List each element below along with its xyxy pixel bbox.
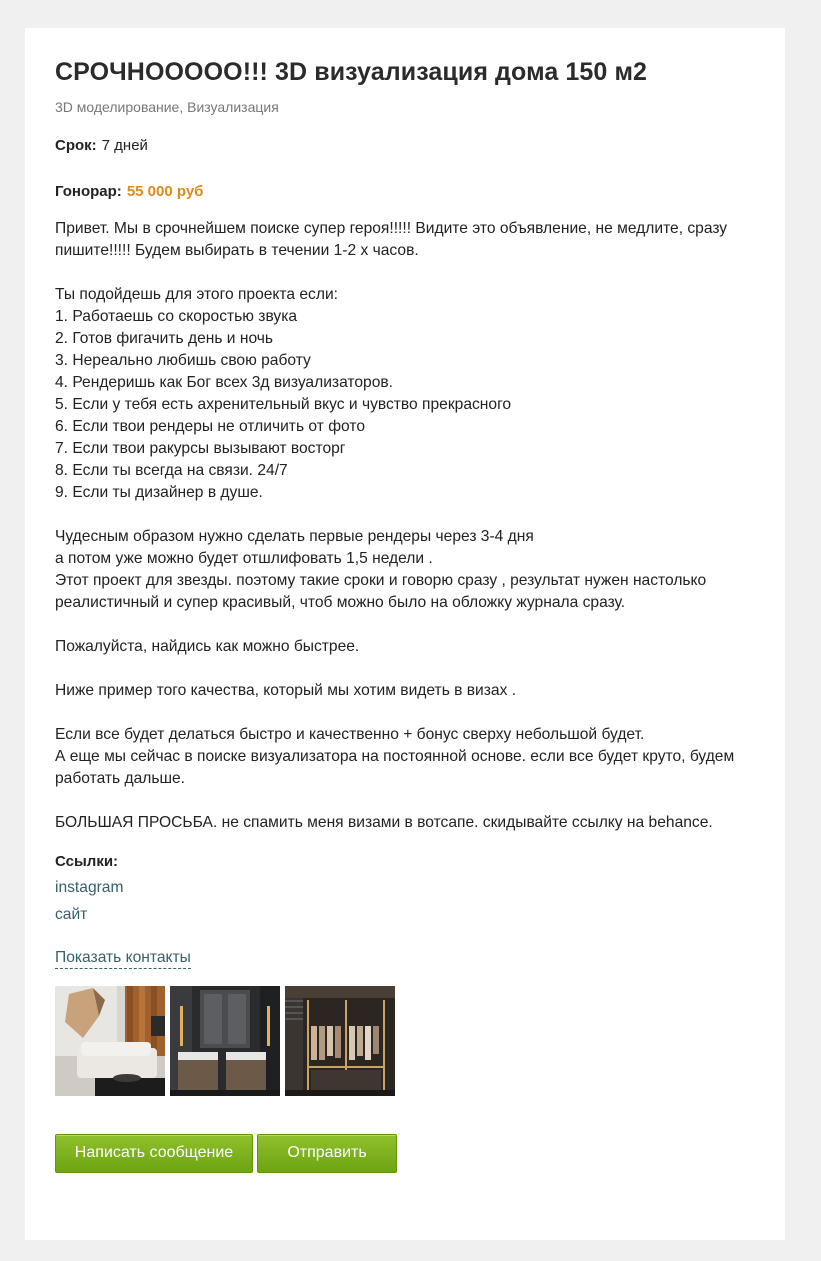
send-button[interactable]: Отправить — [257, 1134, 397, 1173]
job-title: СРОЧНООООО!!! 3D визуализация дома 150 м2 — [55, 58, 648, 86]
portfolio-thumbnails — [55, 986, 755, 1096]
requirement-item: 4. Рендеришь как Бог всех 3д визуализаторов. — [55, 374, 393, 391]
job-categories: 3D моделирование, Визуализация — [55, 99, 279, 115]
show-contacts-link[interactable]: Показать контакты — [55, 948, 191, 969]
job-card — [25, 28, 785, 1240]
requirement-item: 5. Если у тебя есть ахренительный вкус и чувство прекрасного — [55, 396, 512, 413]
intro-line: пишите!!!!! Будем выбирать в течении 1-2 х часов. — [55, 242, 419, 259]
term-label: Срок: — [55, 137, 97, 154]
bonus-line: работать дальше. — [55, 770, 186, 787]
timeline-line: реалистичный и супер красивый, чтоб можно было на обложку журнала сразу. — [55, 594, 626, 611]
requirements-title: Ты подойдешь для этого проекта если: — [55, 286, 338, 303]
living-room-image — [55, 986, 165, 1096]
bonus-line: А еще мы сейчас в поиске визуализатора на постоянной основе. если все будет круто, будем — [55, 748, 735, 765]
intro-line: Привет. Мы в срочнейшем поиске супер героя!!!!! Видите это объявление, не медлите, сразу — [55, 220, 728, 237]
requirement-item: 1. Работаешь со скоростью звука — [55, 308, 298, 325]
requirement-item: 6. Если твои рендеры не отличить от фото — [55, 418, 366, 435]
fee-row — [55, 182, 755, 202]
wardrobe-image — [285, 986, 395, 1096]
job-content — [55, 54, 755, 1173]
term-row — [55, 136, 755, 156]
action-buttons — [55, 1134, 755, 1173]
thumbnail-bathroom[interactable] — [170, 986, 280, 1096]
request-line: БОЛЬШАЯ ПРОСЬБА. не спамить меня визами в вотсапе. скидывайте ссылку на behance. — [55, 814, 713, 831]
job-description — [55, 218, 755, 834]
requirement-item: 7. Если твои ракурсы вызывают восторг — [55, 440, 346, 457]
requirement-item: 9. Если ты дизайнер в душе. — [55, 484, 263, 501]
links-heading: Ссылки: — [55, 853, 119, 870]
fee-label: Гонорар: — [55, 183, 122, 200]
write-message-button[interactable]: Написать сообщение — [55, 1134, 253, 1173]
fee-value: 55 000 руб — [126, 183, 204, 200]
thumbnail-wardrobe[interactable] — [285, 986, 395, 1096]
example-line: Ниже пример того качества, который мы хотим видеть в визах . — [55, 682, 517, 699]
requirement-item: 3. Нереально любишь свою работу — [55, 352, 311, 369]
timeline-line: Этот проект для звезды. поэтому такие сроки и говорю сразу , результат нужен настолько — [55, 572, 707, 589]
please-line: Пожалуйста, найдись как можно быстрее. — [55, 638, 360, 655]
timeline-line: Чудесным образом нужно сделать первые рендеры через 3-4 дня — [55, 528, 534, 545]
bathroom-image — [170, 986, 280, 1096]
term-value: 7 дней — [101, 137, 148, 154]
instagram-link[interactable]: instagram — [55, 879, 124, 896]
bonus-line: Если все будет делаться быстро и качественно + бонус сверху небольшой будет. — [55, 726, 645, 743]
site-link[interactable]: сайт — [55, 906, 88, 923]
timeline-line: а потом уже можно будет отшлифовать 1,5 недели . — [55, 550, 433, 567]
links-list — [55, 877, 755, 926]
requirement-item: 8. Если ты всегда на связи. 24/7 — [55, 462, 288, 479]
requirement-item: 2. Готов фигачить день и ночь — [55, 330, 274, 347]
thumbnail-living-room[interactable] — [55, 986, 165, 1096]
